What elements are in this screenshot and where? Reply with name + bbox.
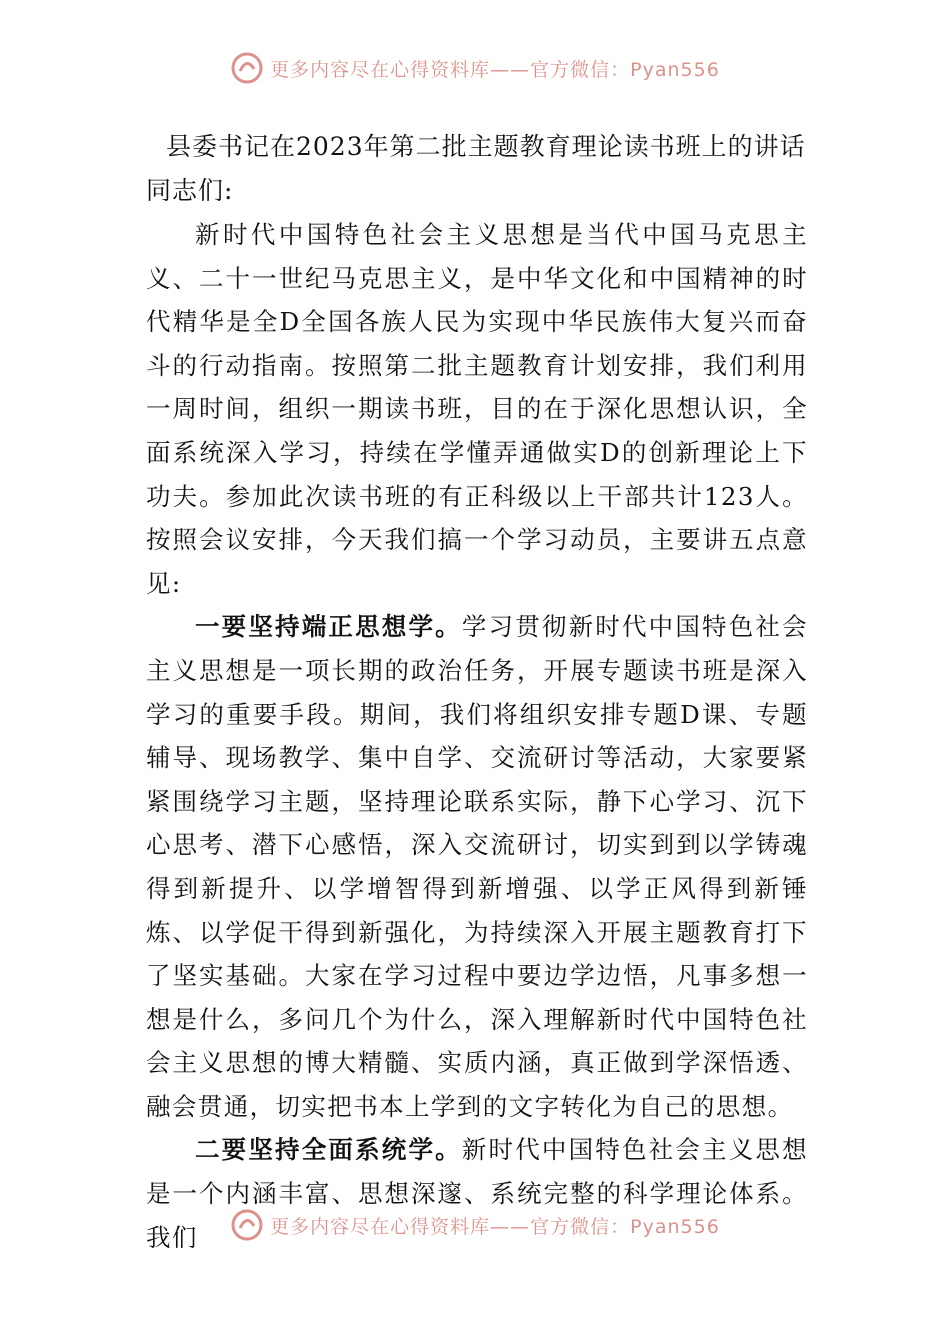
watermark-header bbox=[0, 46, 950, 90]
paragraph-intro-text: 新时代中国特色社会主义思想是当代中国马克思主义、二十一世纪马克思主义，是中华文化和中国精神的时代精华是全D全国各族人民为实现中华民族伟大复兴而奋斗的行动指南。按照第二批主题教育计划安排，我们利用一周时间，组织一期读书班，目的在于深化思想认识，全面系统深入学习，持续在学懂弄通做实D的创新理论上下功夫。参加此次读书班的有正科级以上干部共计123人。按照会议安排，今天我们搞一个学习动员，主要讲五点意见: bbox=[146, 220, 808, 598]
watermark-text: 更多内容尽在心得资料库——官方微信：Pyan556 bbox=[270, 1215, 720, 1238]
paragraph-point-one-text: 学习贯彻新时代中国特色社会主义思想是一项长期的政治任务，开展专题读书班是深入学习的重要手段。期间，我们将组织安排专题D课、专题辅导、现场教学、集中自学、交流研讨等活动，大家要紧紧围绕学习主题，坚持理论联系实际，静下心学习、沉下心思考、潜下心感悟，深入交流研讨，切实到到以学铸魂得到新提升、以学增智得到新增强、以学正风得到新锤炼、以学促干得到新强化，为持续深入开展主题教育打下了坚实基础。大家在学习过程中要边学边悟，凡事多想一想是什么，多问几个为什么，深入理解新时代中国特色社会主义思想的博大精髓、实质内涵，真正做到学深悟透、融会贯通，切实把书本上学到的文字转化为自己的思想。 bbox=[146, 612, 809, 1121]
document-body bbox=[146, 125, 808, 1259]
document-title: 县委书记在2023年第二批主题教育理论读书班上的讲话 bbox=[166, 132, 806, 161]
paragraph-point-one-heading: 一要坚持端正思想学。 bbox=[195, 612, 462, 642]
paragraph-point-two-heading: 二要坚持全面系统学。 bbox=[195, 1135, 462, 1165]
paragraph-point-two-text: 新时代中国特色社会主义思想是一个内涵丰富、思想深邃、系统完整的科学理论体系。我们 bbox=[146, 1135, 809, 1252]
watermark-logo-icon bbox=[230, 1208, 264, 1242]
paragraph-point-one bbox=[146, 605, 808, 1128]
watermark-logo-icon bbox=[230, 51, 264, 85]
salutation: 同志们: bbox=[146, 176, 234, 205]
watermark-footer bbox=[0, 1203, 950, 1247]
paragraph-intro bbox=[146, 213, 808, 605]
watermark-text: 更多内容尽在心得资料库——官方微信：Pyan556 bbox=[270, 58, 720, 81]
